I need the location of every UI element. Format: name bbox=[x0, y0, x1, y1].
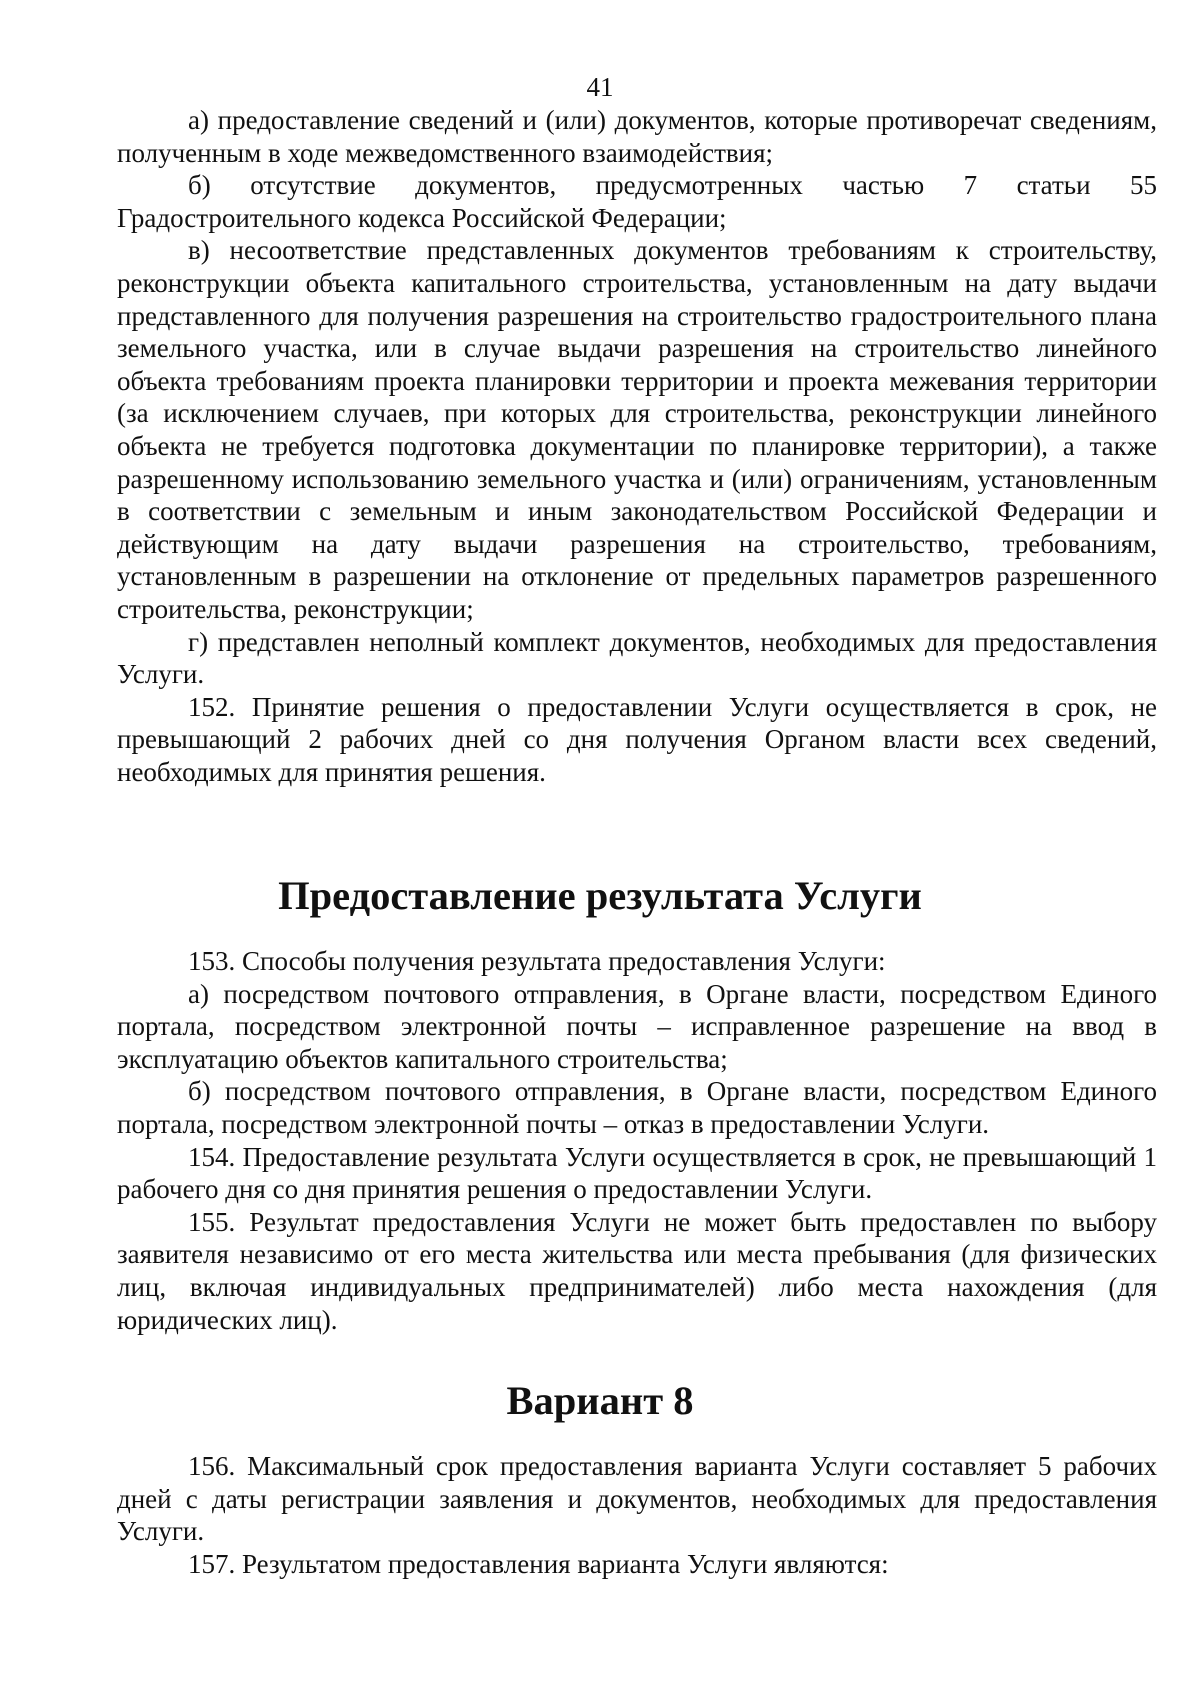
paragraph-156: 156. Максимальный срок предоставления варианта Услуги составляет 5 рабочих дней с даты регистрации заявления и документов, необходимых для предоставления Услуги. bbox=[117, 1451, 1157, 1547]
paragraph-item-g: г) представлен неполный комплект документов, необходимых для предоставления Услуги. bbox=[117, 626, 1157, 690]
paragraph-154: 154. Предоставление результата Услуги осуществляется в срок, не превышающий 1 рабочего дня со дня принятия решения о предоставлении Услуги. bbox=[117, 1141, 1157, 1205]
section-variant bbox=[117, 1450, 1157, 1580]
paragraph-item-a: а) предоставление сведений и (или) документов, которые противоречат сведениям, полученным в ходе межведомственного взаимодействия; bbox=[117, 105, 1157, 168]
section-conditions bbox=[117, 104, 1157, 788]
paragraph-153-b: б) посредством почтового отправления, в Органе власти, посредством Единого портала, посредством электронной почты – отказ в предоставлении Услуги. bbox=[117, 1076, 1157, 1139]
section-result bbox=[117, 945, 1157, 1336]
paragraph-153-a: а) посредством почтового отправления, в Органе власти, посредством Единого портала, посредством электронной почты – исправленное разрешение на ввод в эксплуатацию объектов капитального строительства; bbox=[117, 978, 1157, 1074]
paragraph-item-v: в) несоответствие представленных документов требованиям к строительству, реконструкции объекта капитального строительства, установленным на дату выдачи представленного для получения разрешения на строительство градостроительного плана земельного участка, или в случае выдачи разрешения на строительство линейного объекта требованиям проекта планировки территории и проекта межевания территории (за исключением случаев, при которых для строительства, реконструкции линейного объекта не требуется подготовка документации по планировке территории), а также разрешенному использованию земельного участка и (или) ограничениям, установленным в соответствии с земельным и иным законодательством Российской Федерации и действующим на дату выдачи разрешения на строительство, требованиям, установленным в разрешении на отклонение от предельных параметров разрешенного строительства, реконструкции; bbox=[117, 235, 1157, 624]
paragraph-153: 153. Способы получения результата предоставления Услуги: bbox=[188, 946, 886, 976]
page-number: 41 bbox=[586, 72, 614, 102]
paragraph-152: 152. Принятие решения о предоставлении Услуги осуществляется в срок, не превышающий 2 рабочих дней со дня получения Органом власти всех сведений, необходимых для принятия решения. bbox=[117, 691, 1157, 787]
paragraph-157: 157. Результатом предоставления варианта Услуги являются: bbox=[188, 1548, 889, 1579]
section-heading-result: Предоставление результата Услуги bbox=[278, 873, 922, 918]
section-heading-variant: Вариант 8 bbox=[506, 1378, 694, 1423]
paragraph-155: 155. Результат предоставления Услуги не может быть предоставлен по выбору заявителя независимо от его места жительства или места пребывания (для физических лиц, включая индивидуальных предпринимателей) либо места нахождения (для юридических лиц). bbox=[117, 1206, 1157, 1335]
paragraph-item-b: б) отсутствие документов, предусмотренных частью 7 статьи 55 Градостроительного кодекса Российской Федерации; bbox=[117, 170, 1157, 233]
